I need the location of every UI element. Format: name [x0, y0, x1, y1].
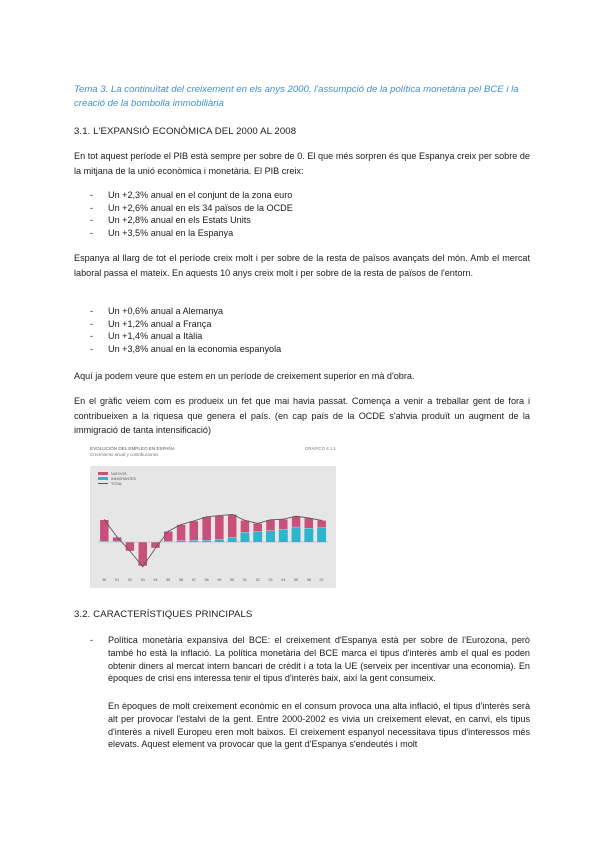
bar-natives	[164, 531, 173, 541]
list-item: - Un +2,6% anual en els 34 països de la OCDE	[90, 202, 293, 215]
legend-label: INMIGRANTES	[111, 477, 136, 481]
list-pib	[90, 189, 293, 239]
list-item: - Un +1,2% anual a França	[90, 318, 281, 331]
x-tick-label: 90	[102, 578, 107, 582]
point-total	[283, 519, 284, 520]
paragraph-4: En el gràfic veiem com es produeix un fet que mai havia passat. Comença a venir a treballar gent de fora i contribueixen a la riquesa que genera el país. (en cap país de la OCDE s'ahvia produït un augment de la immigració de tanta intensificació)	[74, 396, 530, 436]
bar-immigrants	[304, 528, 313, 542]
list-dash: -	[90, 635, 94, 645]
point-total	[308, 517, 309, 518]
point-total	[321, 520, 322, 521]
x-tick-label: 94	[153, 578, 158, 582]
legend-label: NATIVOS	[111, 472, 127, 476]
section-heading-2: 3.2. CARACTERÍSTIQUES PRINCIPALS	[74, 609, 253, 620]
bar-immigrants	[202, 540, 211, 542]
point-total	[168, 531, 169, 532]
point-total	[270, 519, 271, 520]
x-tick-label: 06	[306, 578, 311, 582]
paragraph-2: Espanya al llarg de tot el període creix molt i per sobre de la resta de països avançats del món. Amb el mercat laboral passa el mateix. En aquests 10 anys creix molt i per sobre de la resta de països de l'entorn.	[74, 253, 530, 278]
point-total	[142, 566, 143, 567]
x-tick-label: 03	[268, 578, 273, 582]
point-total	[219, 515, 220, 516]
section-heading-1: 3.1. L'EXPANSIÓ ECONÒMICA DEL 2000 AL 2008	[74, 126, 297, 137]
legend-label: TOTAL	[111, 482, 123, 486]
characteristic-text-2: En èpoques de molt creixement econòmic en el consum provoca una alta inflació, el tipus d'interès serà alt per provocar l'estalvi de la gent. Entre 2000-2002 es vivia un creixement elevat, en canvi, els tipus d'interès a nivell Europeu eren molt baixos. El creixement espanyol necessitava tipus d'interessos més elevats. Aquest element va provocar que la gent d'Espanya s'endeutés i molt	[108, 701, 530, 750]
bar-immigrants	[215, 540, 224, 542]
bar-immigrants	[292, 527, 301, 542]
point-total	[104, 519, 105, 520]
employment-chart	[90, 466, 336, 588]
legend-swatch	[98, 477, 108, 480]
bar-natives	[202, 517, 211, 540]
point-total	[295, 516, 296, 517]
x-tick-label: 95	[166, 578, 171, 582]
point-total	[155, 547, 156, 548]
x-tick-label: 01	[242, 578, 247, 582]
characteristic-continuation	[90, 700, 530, 751]
paragraph-3: Aquí ja podem veure que estem en un període de creixement superior en mà d'obra.	[74, 371, 415, 381]
x-tick-label: 92	[127, 578, 132, 582]
point-total	[257, 523, 258, 524]
bar-natives	[292, 516, 301, 527]
bar-immigrants	[189, 540, 198, 542]
list-item: - Un +3,8% anual en la economia espanyola	[90, 343, 281, 356]
characteristic-text: Política monetària expansiva del BCE: el creixement d'Espanya està per sobre de l'Eurozona, però també ho està la inflació. La política monetària del BCE marca el tipus d'interès amb el qual es poden obtenir diners al mercat intern bancari de crèdit i a tota la UE (serveix per incentivar una economia). En èpoques de crisi ens interessa tenir el tipus d'interès baix, així la gent consumeix.	[108, 635, 530, 684]
bar-natives	[279, 519, 288, 529]
point-total	[117, 537, 118, 538]
bar-natives	[151, 542, 160, 548]
list-item: - Un +2,3% anual en el conjunt de la zona euro	[90, 189, 293, 202]
x-tick-label: 98	[204, 578, 209, 582]
bar-natives	[100, 520, 109, 542]
x-tick-label: 97	[191, 578, 196, 582]
point-total	[193, 520, 194, 521]
chart-panel	[90, 466, 336, 588]
x-tick-label: 99	[217, 578, 222, 582]
chart-subtitle: Crecimiento anual y contribuciones	[90, 452, 159, 457]
paragraph-1: En tot aquest període el PIB està sempre per sobre de 0. El que més sorpren és que Espanya creix per sobre de la mitjana de la unió econòmica i monetària. El PIB creix:	[74, 151, 530, 176]
employment-chart-figure	[90, 446, 336, 588]
x-tick-label: 91	[115, 578, 120, 582]
point-total	[232, 514, 233, 515]
chart-title: EVOLUCIÓN DEL EMPLEO EN ESPAÑA	[90, 446, 175, 451]
bar-natives	[266, 520, 275, 531]
document-title: Tema 3. La continuïtat del creixement en els anys 2000, l'assumpció de la política monetària pel BCE i la creació de la bombolla immobiliària	[74, 84, 519, 109]
line-total	[104, 514, 321, 566]
bar-natives	[215, 516, 224, 540]
point-total	[244, 520, 245, 521]
point-total	[206, 516, 207, 517]
list-item: - Un +2,8% anual en els Estats Units	[90, 214, 293, 227]
point-total	[129, 550, 130, 551]
bar-immigrants	[266, 531, 275, 542]
list-item: - Un +0,6% anual a Alemanya	[90, 305, 281, 318]
x-tick-label: 93	[140, 578, 145, 582]
bar-immigrants	[317, 528, 326, 542]
bar-natives	[240, 520, 249, 532]
chart-reference: GRÁFICO 4.1.1	[305, 446, 336, 451]
x-tick-label: 00	[230, 578, 235, 582]
list-item: - Un +3,5% anual en la Espanya	[90, 227, 293, 240]
bar-natives	[253, 523, 262, 531]
x-tick-label: 04	[281, 578, 286, 582]
list-employment	[90, 305, 281, 355]
bar-immigrants	[279, 529, 288, 542]
bar-natives	[317, 520, 326, 527]
x-tick-label: 02	[255, 578, 260, 582]
bar-natives	[228, 514, 237, 537]
x-tick-label: 05	[294, 578, 299, 582]
legend-swatch	[98, 472, 108, 475]
x-tick-label: 07	[319, 578, 324, 582]
bar-natives	[125, 542, 134, 551]
bar-immigrants	[240, 532, 249, 542]
characteristic-item	[90, 634, 530, 685]
point-total	[180, 524, 181, 525]
bar-natives	[177, 525, 186, 541]
bar-natives	[304, 518, 313, 528]
bar-natives	[189, 521, 198, 540]
bar-immigrants	[253, 532, 262, 542]
bar-immigrants	[228, 538, 237, 542]
x-tick-label: 96	[179, 578, 184, 582]
bar-immigrants	[177, 541, 186, 542]
list-item: - Un +1,4% anual a Itàlia	[90, 330, 281, 343]
